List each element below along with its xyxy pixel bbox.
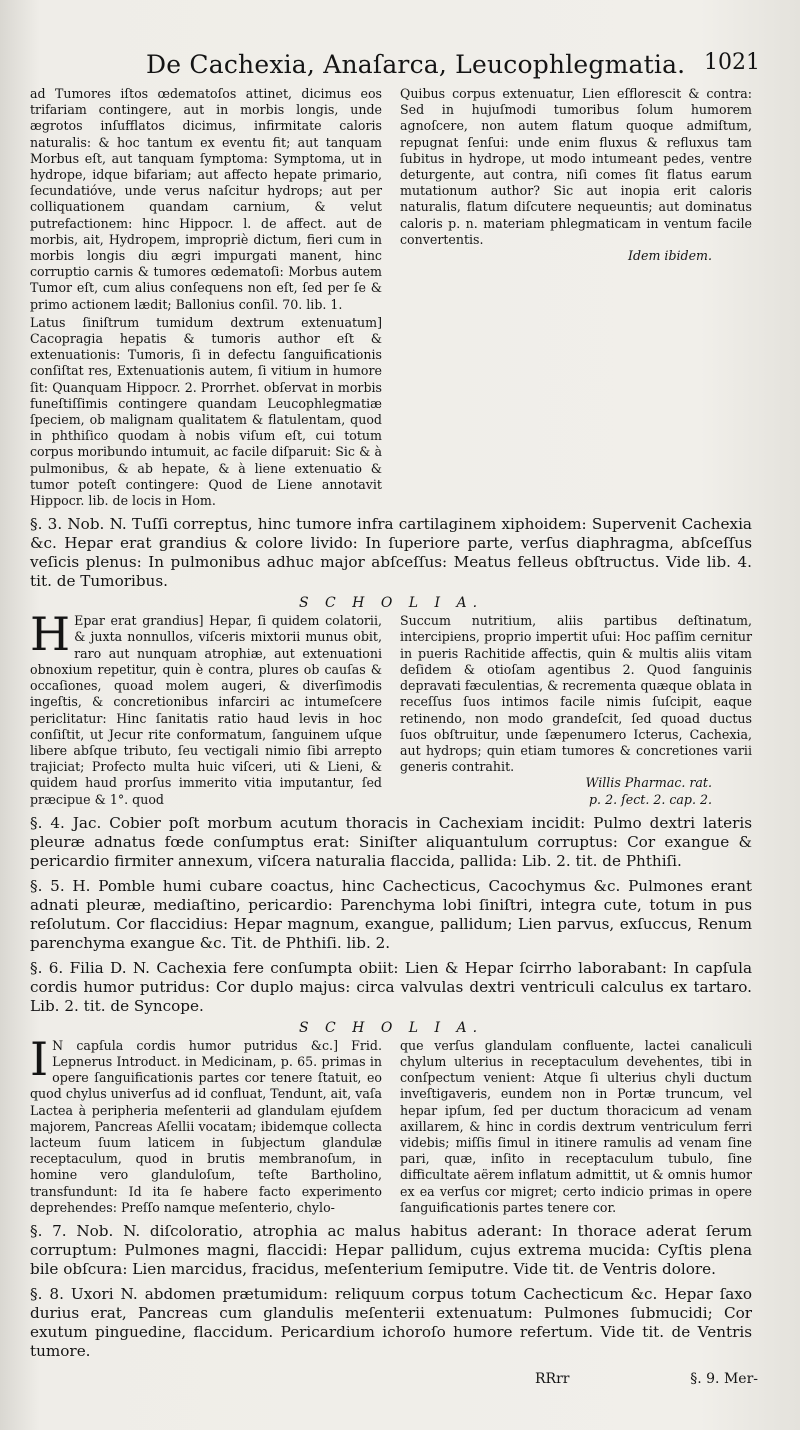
scholia-2-columns [30, 1031, 752, 1216]
right-column [400, 613, 752, 807]
paragraph: Succum nutritium, aliis partibus deſtinatum, intercipiens, proprio impertit uſui: Hoc paſſim cernitur in pueris Rachitide affectis, quin & multis aliis vitam deſidem & otioſam agentibus 2. Quod ſanguinis depravati fæculentias, & recrementa quæque oblata in receſſus ſuos intimos facile nimis ſuſcipit, eaque retinendo, non modo grandeſcit, ſed quoad ductus ſuos obſtruitur, unde ſæpenumero Icterus, Cachexia, aut hydrops; quin etiam tumores & concretiones varii generis contrahit. [400, 613, 752, 775]
paragraph: N capſula cordis humor putridus &c.] Frid. Lepnerus Introduct. in Medicinam, p. 65. primas in opere ſanguificationis partes cor tenere ſtatuit, eo quod chylus univerſus ad id confluat, Tendunt, ait, vaſa Lactea à peripheria meſenterii ad glandulam ejuſdem majorem, Pancreas Aſellii vocatam; ibidemque collecta lacteum ſuum laticem in ſubjectum glandulæ receptaculum, quod in brutis membranoſum, in homine vero glanduloſum, teſte Bartholino, transfundunt: Id ita ſe habere facto experimento deprehendes: Preſſo namque meſenterio, chylo- [30, 1037, 383, 1215]
section-4: §. 4. Jac. Cobier poſt morbum acutum thoracis in Cachexiam incidit: Pulmo dextri lateris pleuræ adnatus fœde conſumptus erat: Siniſter aliquantulum corruptus: Cor exangue & pericardio firmiter annexum, viſcera naturalia flaccida, pallida: Lib. 2. tit. de Phthiſi. [30, 813, 752, 870]
page-number: 1021 [704, 50, 760, 75]
section-3: §. 3. Nob. N. Tuſſi correptus, hinc tumore infra cartilaginem xiphoidem: Supervenit Cachexia &c. Hepar erat grandius & colore livido: In ſuperiore parte, verſus diaphragma, abſceſſus veſicis plenus: In pulmonibus adhuc major abſceſſus: Meatus felleus obſtructus. Vide lib. 4. tit. de Tumoribus. [30, 515, 752, 591]
paragraph: Latus ſiniſtrum tumidum dextrum extenuatum] Cacopragia hepatis & tumoris author eſt & extenuationis: Tumoris, ſi in defectu ſanguificationis conſiſtat res, Extenuationis autem, ſi vitium in humore ſit: Quanquam Hippocr. 2. Prorrhet. obſervat in morbis funeſtiſſimis contingere quandam Leucophlegmatiæ ſpeciem, ob malignam qualitatem & flatulentam, quod in phthiſico quodam à nobis viſum eſt, cui totum corpus moribundo intumuit, ac facile diſparuit: Sic & à pulmonibus, & ab hepate, & à liene extenuatio & tumor poteſt contingere: Quod de Liene annotavit Hippocr. lib. de locis in Hom. [30, 314, 382, 509]
page-header [30, 44, 760, 86]
left-column [30, 1031, 383, 1216]
drop-capital: I [30, 1031, 49, 1086]
section-6: §. 6. Filia D. N. Cachexia fere conſumpta obiit: Lien & Hepar ſcirrho laborabant: In capſula cordis humor putridus: Cor duplo majus: circa valvulas dextri ventriculi calculus ex tartaro. Lib. 2. tit. de Syncope. [30, 958, 752, 1015]
paragraph: Quibus corpus extenuatur, Lien eſflorescit & contra: Sed in hujuſmodi tumoribus ſolum humorem agnoſcere, non autem flatum quoque admiſtum, repugnat ſenſui: unde enim fluxus & refluxus tam ſubitus in hydrope, ut modo intumeant pedes, ventre deturgente, aut contra, niſi comes ſit flatus earum mutationum author? Sic aut inopia erit caloris naturalis, flatum diſcutere nequeuntis; aut dominatus caloris p. n. materiam phlegmaticam in ventum facile convertentis. [400, 86, 752, 247]
running-title: De Cachexia, Anaſarca, Leucophlegmatia. [146, 50, 686, 79]
paragraph: Epar erat grandius] Hepar, ſi quidem colatorii, & juxta nonnullos, viſceris mixtorii munus obit, raro aut nunquam atrophiæ, aut extenuationi obnoxium repetitur, quin è contra, plures ob cauſas & occaſiones, quoad molem augeri, & diverſimodis ingeſtis, & concretionibus infarciri ac intumeſcere periclitatur: Hinc ſanitatis ratio haud levis in hoc conſiſtit, ut Jecur rite conformatum, ſanguinem uſque libere abſque tributo, ſeu vectigali nimio ſibi arrepto trajiciat; Profecto multa huic viſceri, uti & Lieni, & quidem haud prorſus immerito vitia imputantur, ſed præcipue & 1°. quod [30, 613, 382, 807]
scholia-heading: S C H O L I A. [298, 1019, 484, 1036]
left-column [30, 607, 382, 807]
paragraph: ad Tumores iſtos œdematoſos attinet, dicimus eos trifariam contingere, aut in morbis longis, unde ægrotos inſufflatos dicimus, infirmitate caloris naturalis: & hoc tantum ex eventu fit; aut tanquam Morbus eſt, aut tanquam ſymptoma: Symptoma, ut in hydrope, idque bifariam; aut affecto hepate primario, ſecundatióve, unde verus naſcitur hydrops; aut per colliquationem quandam carnium, & velut putrefactionem: hinc Hippocr. l. de affect. aut de morbis, ait, Hydropem, impropriè dictum, fieri cum in morbis longis diu ægri impurgati manent, hinc corruptio carnis & tumores œdematoſi: Morbus autem Tumor eſt, cum alius conſequens non eſt, ſed per ſe & primo actionem lædit; Ballonius conſil. 70. lib. 1. [30, 86, 382, 312]
paragraph: que verſus glandulam confluente, lactei canaliculi chylum ulterius in receptaculum devehentes, tibi in conſpectum venient: Atque ſi ulterius chyli ductum inveſtigaveris, eundem non in Portæ truncum, vel hepar ipſum, ſed per ductum thoracicum ad venam axillarem, & hinc in cordis dextrum ventriculum ferri videbis; miſſis ſimul in itinere ramulis ad venam ſine pari, quæ, inſito in receptaculum tubulo, ſine difficultate aërem inflatum admittit, ut & omnis humor ex ea verſus cor migret; certo indicio primas in opere ſanguificationis partes tenere cor. [400, 1037, 752, 1215]
scholia-heading: S C H O L I A. [298, 595, 484, 612]
section-5: §. 5. H. Pomble humi cubare coactus, hinc Cachecticus, Cacochymus &c. Pulmones erant adnati pleuræ, mediaſtino, pericardio: Parenchyma lobi ſiniſtri, integra cute, totum in pus reſolutum. Cor flaccidius: Hepar magnum, exangue, pallidum; Lien parvus, exſuccus, Renum parenchyma exangue &c. Tit. de Phthiſi. lib. 2. [30, 876, 752, 952]
right-column [400, 86, 752, 509]
citation: Willis Pharmac. rat. [585, 775, 712, 791]
left-column [30, 86, 382, 509]
page-footer [30, 1369, 758, 1395]
section-7: §. 7. Nob. N. diſcoloratio, atrophia ac malus habitus aderant: In thorace aderat ſerum corruptum: Pulmones magni, flaccidi: Hepar pallidum, cujus extrema mucida: Cyſtis plena bile obſcura: Lien marcidus, fracidus, meſenterium ſemiputre. Vide tit. de Ventris dolore. [30, 1221, 752, 1278]
section-8: §. 8. Uxori N. abdomen prætumidum: reliquum corpus totum Cachecticum &c. Hepar ſaxo durius erat, Pancreas cum glandulis meſenterii extenuatum: Pulmones ſubmucidi; Cor exutum pinguedine, flaccidum. Pericardium ichoroſo humore refertum. Vide tit. de Ventris tumore. [30, 1284, 752, 1360]
scholia-1-columns [30, 607, 752, 807]
citation: p. 2. ſect. 2. cap. 2. [589, 791, 712, 807]
right-column [400, 1038, 752, 1216]
catchword: §. 9. Mer- [690, 1370, 758, 1387]
two-column-block-1 [30, 86, 752, 509]
drop-capital: H [30, 607, 71, 662]
signature-mark: RRrr [535, 1370, 570, 1387]
citation: Idem ibidem. [627, 248, 712, 264]
